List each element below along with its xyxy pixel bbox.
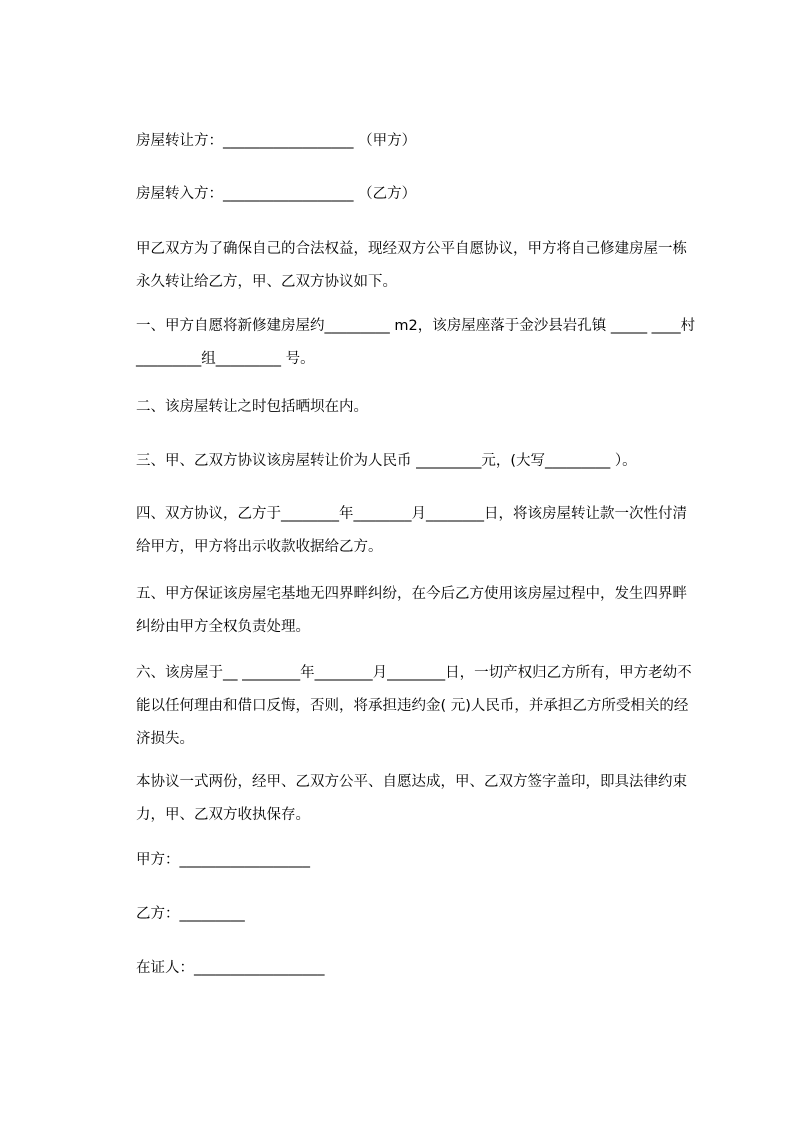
- party-a-signature: 甲方：__________________: [136, 852, 310, 868]
- clause-1: 一、甲方自愿将新修建房屋约_________ m2，该房屋座落于金沙县岩孔镇 _____ ____村 _________组_________ 号。: [136, 318, 696, 367]
- intro-paragraph: 甲乙双方为了确保自己的合法权益，现经双方公平自愿协议，甲方将自己修建房屋一栋永久转让给乙方，甲、乙双方协议如下。: [136, 241, 687, 290]
- clause-3: 三、甲、乙双方协议该房屋转让价为人民币 _________元，(大写_________ ）。: [136, 453, 637, 469]
- party-b-signature: 乙方：_________: [136, 906, 245, 922]
- transferor-line: 房屋转让方：__________________ （甲方）: [136, 133, 417, 149]
- clause-5: 五、甲方保证该房屋宅基地无四界畔纠纷，在今后乙方使用该房屋过程中，发生四界畔纠纷由甲方全权负责处理。: [136, 586, 687, 635]
- transferee-line: 房屋转入方：__________________ （乙方）: [136, 186, 417, 202]
- clause-6: 六、该房屋于__ ________年________月________日，一切产权归乙方所有，甲方老幼不能以任何理由和借口反悔，否则，将承担违约金( 元)人民币，并承担乙方所受相关的经济损失。: [136, 665, 692, 747]
- clause-4: 四、双方协议，乙方于________年________月________日，将该房屋转让款一次性付清给甲方，甲方将出示收款收据给乙方。: [136, 506, 687, 555]
- clause-2: 二、该房屋转让之时包括晒坝在内。: [136, 399, 368, 415]
- witness-signature: 在证人：__________________: [136, 960, 325, 976]
- closing-paragraph: 本协议一式两份，经甲、乙双方公平、自愿达成，甲、乙双方签字盖印，即具法律约束力，甲、乙双方收执保存。: [136, 774, 687, 823]
